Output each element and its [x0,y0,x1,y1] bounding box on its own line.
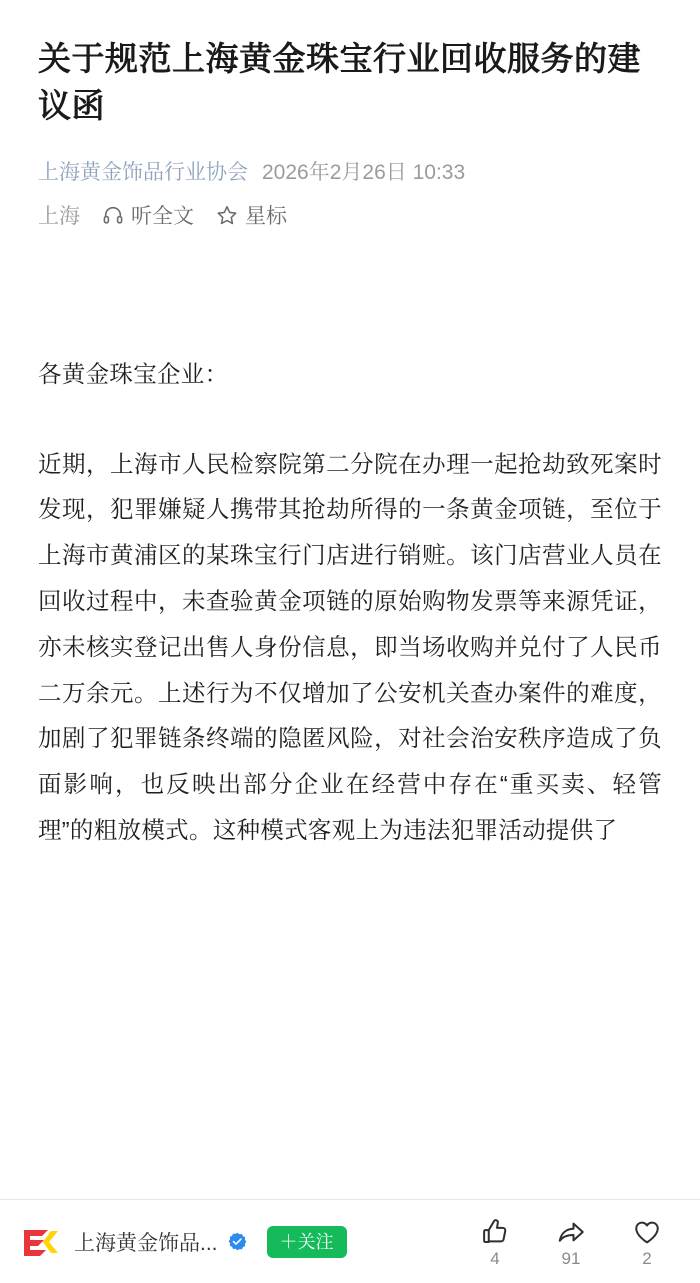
share-arrow-icon [556,1217,586,1247]
favorite-button[interactable] [630,1217,664,1267]
listen-article-label: 听全文 [131,204,194,228]
content-spacer [38,240,662,352]
favorite-count: 2 [642,1248,652,1268]
like-count: 4 [490,1248,500,1268]
thumbs-up-icon [480,1217,510,1247]
article-source[interactable]: 上海黄金饰品行业协会 [38,160,248,184]
like-button[interactable] [478,1217,512,1267]
star-icon [216,204,238,226]
article-location: 上海 [38,204,80,228]
article-datetime: 2026年2月26日 10:33 [262,160,466,184]
account-logo-icon [18,1219,64,1265]
article-meta-secondary [38,200,662,230]
page-title: 关于规范上海黄金珠宝行业回收服务的建议函 [38,40,641,124]
article-footer-bar [0,1199,700,1283]
star-article-label: 星标 [245,204,287,228]
share-count: 91 [561,1248,581,1268]
star-article-button[interactable] [216,200,287,230]
headphones-icon [102,204,124,226]
article-paragraph: 近期，上海市人民检察院第二分院在办理一起抢劫致死案时发现，犯罪嫌疑人携带其抢劫所得的一条黄金项链，至位于上海市黄浦区的某珠宝行门店进行销赃。该门店营业人员在回收过程中，未查验黄金项链的原始购物发票等来源凭证，亦未核实登记出售人身份信息，即当场收购并兑付了人民币二万余元。上述行为不仅增加了公安机关查办案件的难度，加剧了犯罪链条终端的隐匿风险，对社会治安秩序造成了负面影响，也反映出部分企业在经营中存在“重买卖、轻管理”的粗放模式。这种模式客观上为违法犯罪活动提供了 [38,450,662,844]
article-meta-primary [38,156,662,186]
verified-badge-icon [228,1232,247,1251]
account-info[interactable] [18,1219,347,1265]
listen-article-button[interactable] [102,200,194,230]
account-name: 上海黄金饰品... [74,1231,218,1255]
article-paragraph: 各黄金珠宝企业： [38,360,229,387]
heart-icon [632,1217,662,1247]
engagement-actions [478,1217,678,1267]
share-button[interactable] [554,1217,588,1267]
follow-button[interactable]: ＋关注 [267,1226,347,1258]
